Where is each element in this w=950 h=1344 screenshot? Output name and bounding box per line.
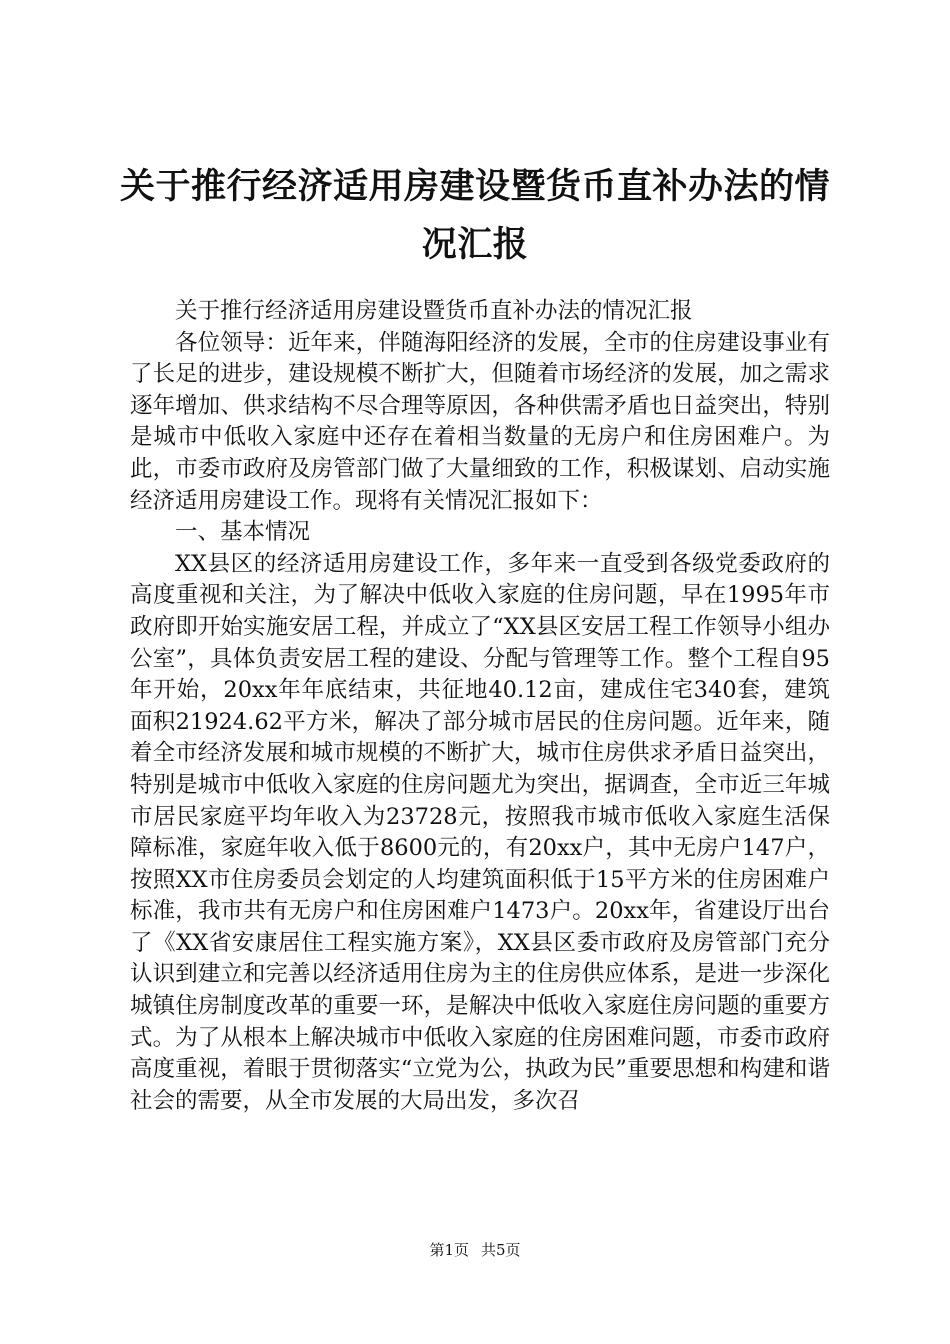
- document-title: [110, 158, 840, 274]
- title-line-2: 况汇报: [421, 225, 529, 265]
- document-body: [130, 296, 830, 1117]
- greeting-paragraph: 各位领导：近年来，伴随海阳经济的发展，全市的住房建设事业有了长足的进步，建设规模不断扩大，但随着市场经济的发展，加之需求逐年增加、供求结构不尽合理等原因，各种供需矛盾也日益突出，特别是城市中低收入家庭中还存在着相当数量的无房户和住房困难户。为此，市委市政府及房管部门做了大量细致的工作，积极谋划、启动实施经济适用房建设工作。现将有关情况汇报如下：: [130, 329, 830, 514]
- page-total: 共5页: [481, 1241, 521, 1259]
- section-heading: 一、基本情况: [175, 519, 311, 546]
- subtitle-paragraph: 关于推行经济适用房建设暨货币直补办法的情况汇报: [175, 298, 693, 324]
- title-line-1: 关于推行经济适用房建设暨货币直补办法的情: [119, 167, 830, 207]
- body-paragraph: XX县区的经济适用房建设工作，多年来一直受到各级党委政府的高度重视和关注，为了解决中低收入家庭的住房问题，早在1995年市政府即开始实施安居工程，并成立了“XX县区安居工程工作领导小组办公室”，具体负责安居工程的建设、分配与管理等工作。整个工程自95年开始，20xx年年底结束，共征地40.12亩，建成住宅340套，建筑面积21924.62平方米，解决了部分城市居民的住房问题。近年来，随着全市经济发展和城市规模的不断扩大，城市住房供求矛盾日益突出，特别是城市中低收入家庭的住房问题尤为突出，据调查，全市近三年城市居民家庭平均年收入为23728元，按照我市城市低收入家庭生活保障标准，家庭年收入低于8600元的，有20xx户，其中无房户147户，按照XX市住房委员会划定的人均建筑面积低于15平方米的住房困难户标准，我市共有无房户和住房困难户1473户。20xx年，省建设厅出台了《XX省安康居住工程实施方案》，XX县区委市政府及房管部门充分认识到建立和完善以经济适用住房为主的住房供应体系，是进一步深化城镇住房制度改革的重要一环，是解决中低收入家庭住房问题的重要方式。为了从根本上解决城市中低收入家庭的住房困难问题，市委市政府高度重视，着眼于贯彻落实“立党为公，执政为民”重要思想和构建和谐社会的需要，从全市发展的大局出发，多次召: [130, 550, 830, 1114]
- page-number: 第1页: [429, 1241, 469, 1259]
- page-footer: [0, 1240, 950, 1260]
